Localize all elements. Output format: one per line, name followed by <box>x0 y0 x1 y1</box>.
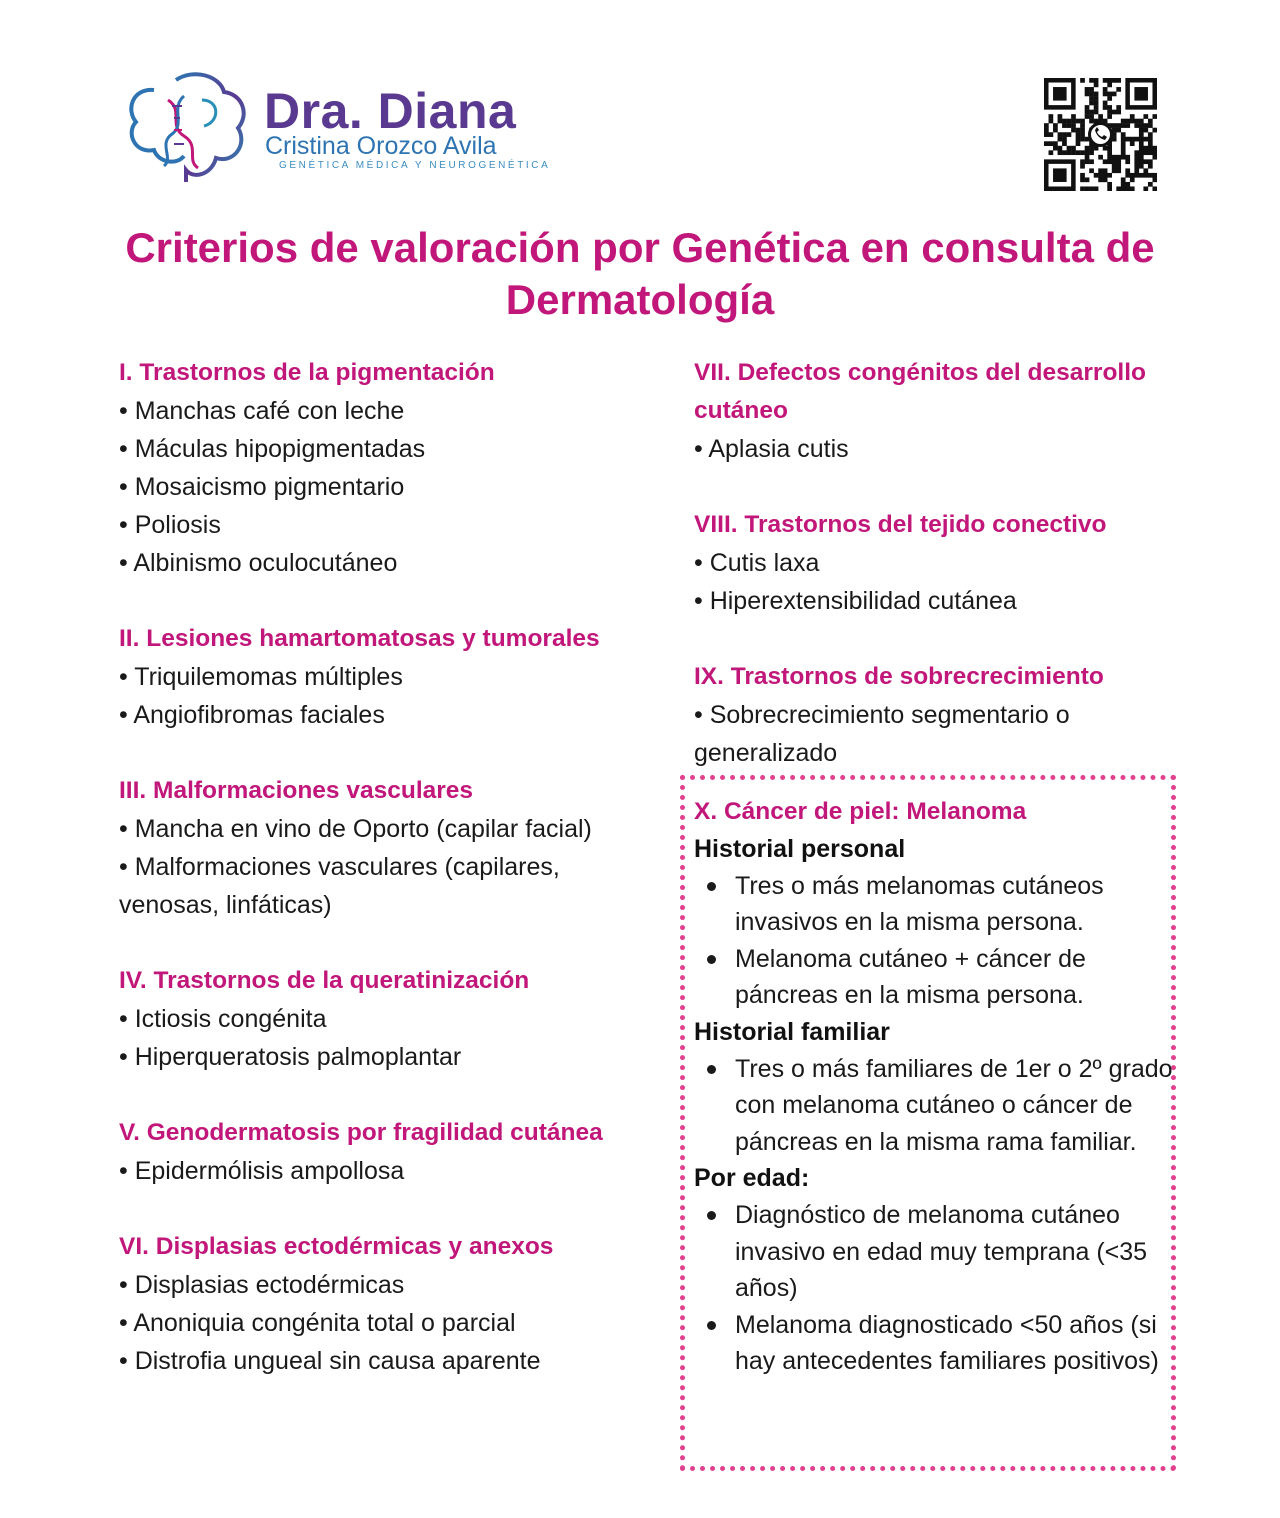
criteria-list <box>694 1051 1184 1161</box>
whatsapp-qr-code[interactable] <box>1044 78 1157 191</box>
group-label: Historial personal <box>694 835 906 863</box>
page-title: Criterios de valoración por Genética en consulta de Dermatología <box>125 224 1155 323</box>
criteria-section <box>694 354 1184 468</box>
list-item: Melanoma diagnosticado <50 años (si hay antecedentes familiares positivos) <box>735 1307 1184 1380</box>
section-title: III. Malformaciones vasculares <box>119 777 474 804</box>
criteria-item: • Máculas hipopigmentadas <box>119 435 426 463</box>
section-title: I. Trastornos de la pigmentación <box>119 359 495 386</box>
brand-tagline: GENÉTICA MÉDICA Y NEUROGENÉTICA <box>279 160 551 171</box>
criteria-section <box>119 620 659 734</box>
section-title: IX. Trastornos de sobrecrecimiento <box>694 663 1104 690</box>
criteria-section <box>119 772 659 924</box>
right-column <box>694 354 1184 810</box>
criteria-item: • Angiofibromas faciales <box>119 701 385 729</box>
list-item: Tres o más familiares de 1er o 2º grado con melanoma cutáneo o cáncer de páncreas en la misma rama familiar. <box>735 1051 1184 1161</box>
criteria-item: • Mosaicismo pigmentario <box>119 473 405 501</box>
criteria-item: • Malformaciones vasculares (capilares, venosas, linfáticas) <box>119 853 560 919</box>
criteria-section <box>119 354 659 582</box>
criteria-section <box>119 962 659 1076</box>
list-item: Tres o más melanomas cutáneos invasivos en la misma persona. <box>735 868 1184 941</box>
criteria-item: • Ictiosis congénita <box>119 1005 327 1033</box>
brand-logo <box>124 70 551 190</box>
section-title: X. Cáncer de piel: Melanoma <box>694 798 1027 825</box>
group-label: Historial familiar <box>694 1017 890 1046</box>
section-title: II. Lesiones hamartomatosas y tumorales <box>119 625 600 652</box>
criteria-item: • Triquilemomas múltiples <box>119 663 403 691</box>
brand-name: Dra. Diana <box>264 83 517 139</box>
criteria-item: • Mancha en vino de Oporto (capilar facial) <box>119 815 592 843</box>
criteria-section <box>119 1114 659 1190</box>
criteria-item: • Poliosis <box>119 511 221 539</box>
criteria-item: • Hiperqueratosis palmoplantar <box>119 1043 462 1071</box>
criteria-item: • Hiperextensibilidad cutánea <box>694 587 1017 615</box>
criteria-item: • Displasias ectodérmicas <box>119 1271 405 1299</box>
melanoma-section <box>694 793 1184 1380</box>
list-item: Diagnóstico de melanoma cutáneo invasivo en edad muy temprana (<35 años) <box>735 1197 1184 1307</box>
brand-subname: Cristina Orozco Avila <box>265 132 497 160</box>
criteria-section <box>694 658 1184 772</box>
section-title: VIII. Trastornos del tejido conectivo <box>694 511 1107 538</box>
criteria-item: • Anoniquia congénita total o parcial <box>119 1309 516 1337</box>
criteria-item: • Sobrecrecimiento segmentario o generalizado <box>694 701 1070 767</box>
section-title: VII. Defectos congénitos del desarrollo cutáneo <box>694 359 1146 424</box>
criteria-list <box>694 1197 1184 1380</box>
criteria-list <box>694 868 1184 1014</box>
criteria-item: • Albinismo oculocutáneo <box>119 549 398 577</box>
list-item: Melanoma cutáneo + cáncer de páncreas en la misma persona. <box>735 941 1184 1014</box>
criteria-section <box>119 1228 659 1380</box>
criteria-item: • Distrofia ungueal sin causa aparente <box>119 1347 541 1375</box>
criteria-section <box>694 506 1184 620</box>
group-label: Por edad: <box>694 1164 810 1193</box>
brain-dna-icon <box>124 70 254 186</box>
criteria-item: • Epidermólisis ampollosa <box>119 1157 405 1185</box>
section-title: V. Genodermatosis por fragilidad cutánea <box>119 1119 603 1146</box>
left-column <box>119 354 659 1418</box>
criteria-item: • Cutis laxa <box>694 549 820 577</box>
section-title: VI. Displasias ectodérmicas y anexos <box>119 1233 554 1260</box>
criteria-item: • Aplasia cutis <box>694 435 849 463</box>
section-title: IV. Trastornos de la queratinización <box>119 967 530 994</box>
criteria-item: • Manchas café con leche <box>119 397 405 425</box>
